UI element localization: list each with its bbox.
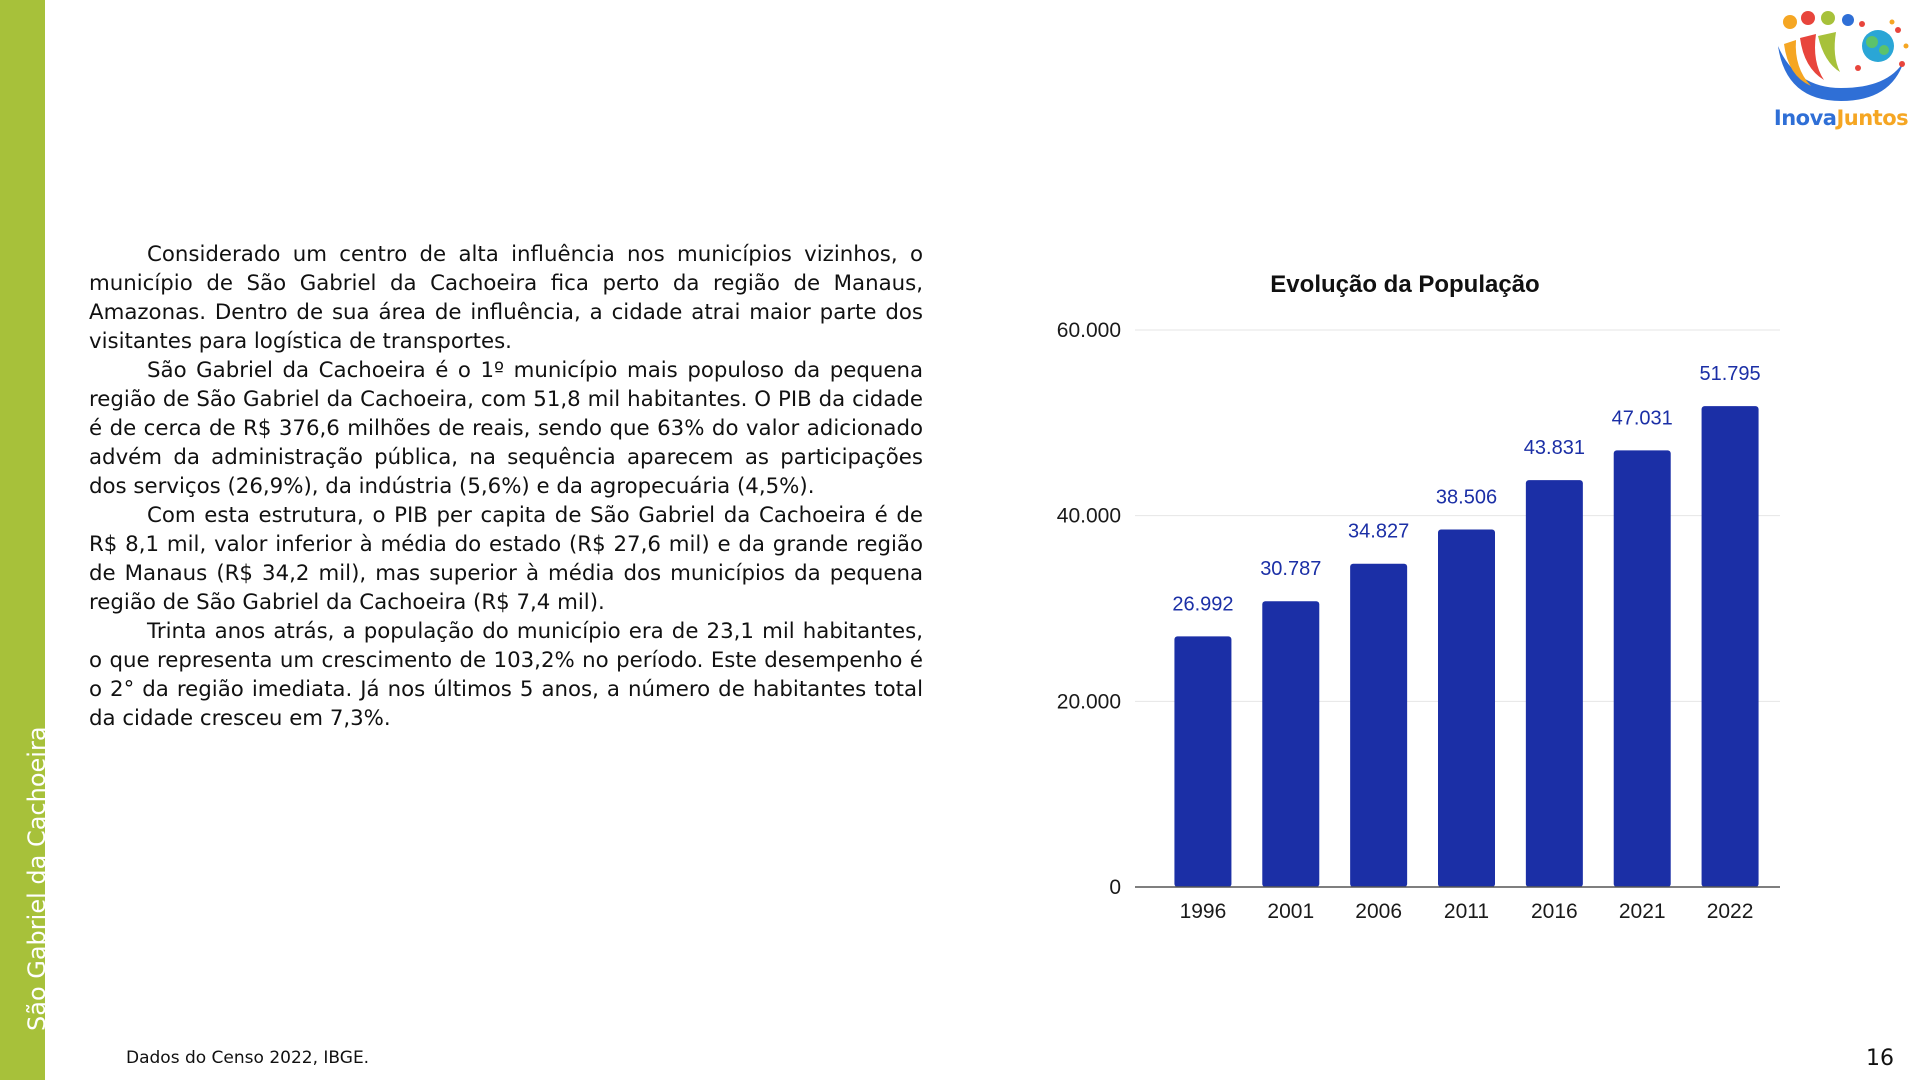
bar-2006: [1350, 564, 1407, 887]
x-tick-label-2011: 2011: [1443, 900, 1490, 923]
value-label-2011: 38.506: [1435, 486, 1498, 509]
x-tick-label-1996: 1996: [1179, 900, 1227, 923]
page-number: 16: [1866, 1046, 1894, 1071]
y-tick-label: 40.000: [1056, 504, 1121, 528]
chart-y-axis: [1057, 319, 1121, 899]
value-label-2016: 43.831: [1523, 437, 1585, 460]
value-label-2021: 47.031: [1611, 407, 1673, 430]
bar-2021: [1614, 450, 1671, 887]
chart-title: Evolução da População: [1270, 271, 1540, 298]
sidebar-title: São Gabriel da Cachoeira: [23, 726, 51, 1031]
logo-word-juntos: Juntos: [1836, 106, 1909, 130]
paragraph-4: Trinta anos atrás, a população do município era de 23,1 mil habitantes, o que representa um crescimento de 103,2% no período. Este desempenho é o 2° da região imediata. Já nos últimos 5 anos, a número de habitantes total da cidade cresceu em 7,3%.: [89, 619, 923, 731]
paragraph-2: São Gabriel da Cachoeira é o 1º município mais populoso da pequena região de São Gabriel da Cachoeira, com 51,8 mil habitantes. O PIB da cidade é de cerca de R$ 376,6 milhões de reais, sendo que 63% do valor adicionado advém da administração pública, na sequência aparecem as participações dos serviços (26,9%), da indústria (5,6%) e da agropecuária (4,5%).: [89, 358, 923, 499]
source-note: Dados do Censo 2022, IBGE.: [126, 1048, 370, 1068]
bar-2022: [1702, 406, 1759, 887]
x-tick-label-2016: 2016: [1530, 900, 1578, 923]
chart-bars: [1174, 406, 1758, 887]
paragraph-3: Com esta estrutura, o PIB per capita de São Gabriel da Cachoeira é de R$ 8,1 mil, valor inferior à média do estado (R$ 27,6 mil) e da grande região de Manaus (R$ 34,2 mil), mas superior à média dos municípios da pequena região de São Gabriel da Cachoeira (R$ 7,4 mil).: [89, 503, 923, 615]
logo-word-inova: Inova: [1773, 106, 1837, 130]
x-tick-label-2001: 2001: [1267, 900, 1315, 923]
y-tick-label: 20.000: [1056, 690, 1121, 714]
logo-wordmark: [1766, 106, 1916, 130]
sidebar-band: [0, 0, 51, 1080]
x-tick-label-2006: 2006: [1355, 900, 1403, 923]
population-bar-chart: [1020, 250, 1800, 930]
y-tick-label: 60.000: [1056, 319, 1121, 342]
paragraph-1: Considerado um centro de alta influência nos municípios vizinhos, o município de São Gabriel da Cachoeira fica perto da região de Manaus, Amazonas. Dentro de sua área de influência, a cidade atrai maior parte dos visitantes para logística de transportes.: [89, 242, 923, 354]
bar-2016: [1526, 480, 1583, 887]
x-tick-label-2022: 2022: [1706, 900, 1754, 923]
bar-2011: [1438, 530, 1495, 887]
value-label-2022: 51.795: [1699, 363, 1761, 386]
bar-1996: [1174, 636, 1231, 887]
bar-2001: [1262, 601, 1319, 887]
chart-x-axis: [1180, 900, 1754, 923]
value-label-1996: 26.992: [1172, 593, 1234, 616]
y-tick-label: 0: [1109, 876, 1121, 899]
body-text: [89, 240, 923, 733]
value-label-2006: 34.827: [1348, 520, 1410, 543]
x-tick-label-2021: 2021: [1618, 900, 1666, 923]
value-label-2001: 30.787: [1260, 558, 1322, 581]
